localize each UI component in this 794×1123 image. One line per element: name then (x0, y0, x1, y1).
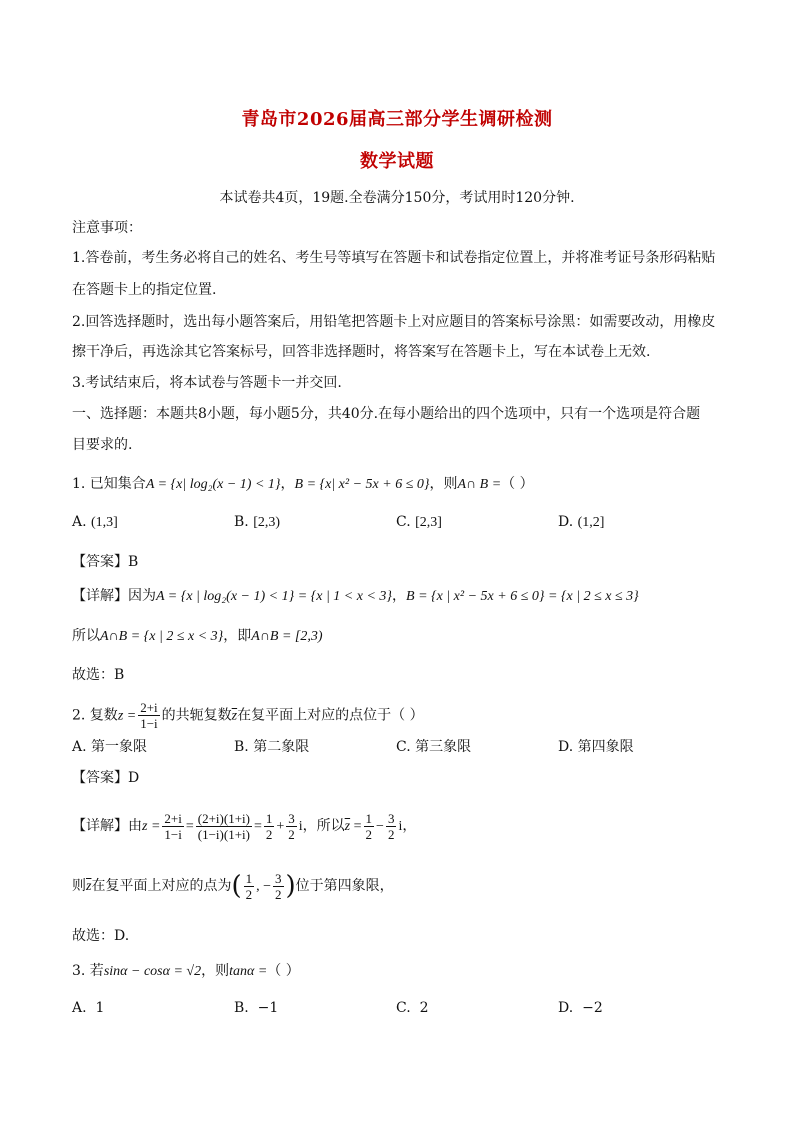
q3-option-c: C. 2 (396, 1000, 429, 1016)
section-heading-a: 一、选择题：本题共8小题，每小题5分，共40分.在每小题给出的四个选项中，只有一个选项是符合题 (72, 406, 701, 422)
q2-option-a: A. 第一象限 (72, 739, 148, 755)
question-3: 3. 若sinα − cosα = √2，则tanα =（ ） (72, 963, 300, 979)
question-2: 2. 复数z = $\frac{2+i}{1-i}$ 的共轭复数$\overline{z}$在复平面上对应的点位于（ ） (72, 700, 424, 731)
q3-option-b: B. −1 (234, 1000, 279, 1016)
q1-prefix: 1. 已知集合 (72, 476, 146, 492)
note-3: 3.考试结束后，将本试卷与答题卡一并交回. (72, 375, 342, 391)
exam-title: 青岛市2026届高三部分学生调研检测 (241, 109, 553, 130)
q3-option-d: D. −2 (558, 1000, 603, 1016)
note-2b: 擦干净后，再选涂其它答案标号，回答非选择题时，将答案写在答题卡上，写在本试卷上无效. (72, 344, 651, 360)
notes-heading: 注意事项： (72, 220, 142, 236)
q3-option-a: A. 1 (72, 1000, 105, 1016)
q2-answer: 【答案】D (72, 770, 140, 786)
q2-option-b: B. 第二象限 (234, 739, 310, 755)
note-1b: 在答题卡上的指定位置. (72, 282, 217, 298)
q1-option-d: D. (1,2] (558, 514, 605, 530)
question-1 (72, 474, 534, 495)
q1-paren: （ ） (501, 476, 534, 492)
exam-info: 本试卷共4页，19题.全卷满分150分，考试用时120分钟. (219, 190, 575, 206)
exam-subtitle: 数学试题 (360, 151, 434, 172)
q1-expr: A∩ B = (457, 477, 502, 492)
q1-ask: ，则 (429, 476, 458, 492)
q3-expr-2: tanα = (229, 964, 268, 979)
q1-option-a: A. (1,3] (72, 514, 118, 530)
q1-conclusion-expr-1: A∩B = {x | 2 ≤ x < 3} (100, 629, 224, 644)
q1-set-b: B = {x| x² − 5x + 6 ≤ 0} (294, 477, 430, 492)
note-1a: 1.答卷前，考生务必将自己的姓名、考生号等填写在答题卡和试卷指定位置上，并将准考证号条形码粘贴 (72, 250, 716, 266)
q1-detail-expr-1: A = {x | log₂(x − 1) < 1} = {x | 1 < x < 3} (156, 589, 393, 604)
q1-detail: 【详解】因为A = {x | log₂(x − 1) < 1} = {x | 1 < x < 3}，B = {x | x² − 5x + 6 ≤ 0} = {x | 2 ≤ x ≤ 3} (72, 588, 639, 604)
q1-detail-expr-2: B = {x | x² − 5x + 6 ≤ 0} = {x | 2 ≤ x ≤ 3} (406, 589, 639, 604)
q1-comma: ， (280, 476, 295, 492)
q1-conclusion: 所以A∩B = {x | 2 ≤ x < 3}，即A∩B = [2,3) (72, 628, 323, 644)
section-heading-b: 目要求的. (72, 437, 133, 453)
q1-choose: 故选：B (72, 667, 125, 683)
q1-conclusion-expr-2: A∩B = [2,3) (251, 629, 323, 644)
q2-choose: 故选：D. (72, 928, 130, 944)
q2-option-d: D. 第四象限 (558, 739, 634, 755)
q2-fraction: $\frac{2+i}{1-i}$ (140, 700, 158, 731)
q3-expr: sinα − cosα = √2 (103, 964, 202, 979)
q2-point: 则$\overline{z}$在复平面上对应的点为( $\frac{1}{2}$ , − $\frac{3}{2}$ )位于第四象限， (72, 870, 394, 902)
q1-option-b: B. [2,3) (234, 514, 281, 530)
note-2a: 2.回答选择题时，选出每小题答案后，用铅笔把答题卡上对应题目的答案标号涂黑：如需要改动，用橡皮 (72, 314, 716, 330)
q2-detail: 【详解】由z = $\frac{2+i}{1-i}$ = $\frac{(2+i)(1+i)}{(1-i)(1+i)}$ = $\frac{1}{2}$ + $\frac{3}{2}$ i，所以$\overline{z}$ = $\frac{1}{2}$ − $\frac{3}{2}$ i， (72, 810, 417, 842)
q1-answer: 【答案】B (72, 554, 139, 570)
q2-zbar: $\overline{z}$ (231, 708, 238, 724)
q2-option-c: C. 第三象限 (396, 739, 472, 755)
q1-set-a: A = {x| log₂(x − 1) < 1} (145, 477, 281, 492)
q1-option-c: C. [2,3] (396, 514, 442, 530)
